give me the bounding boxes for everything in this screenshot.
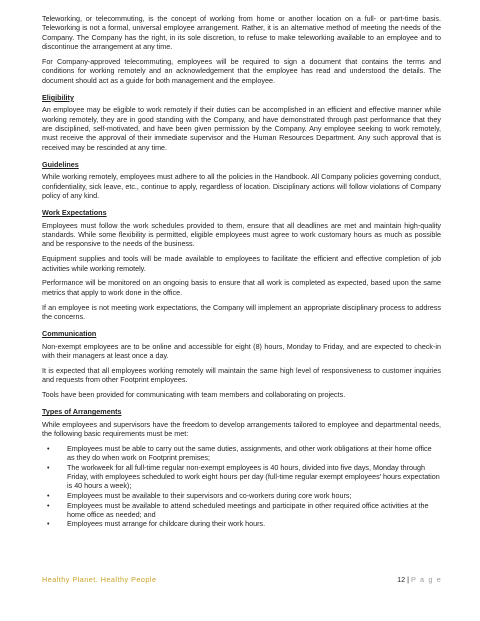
section-heading-guidelines: Guidelines: [42, 159, 79, 169]
page-number-value: 12: [397, 575, 406, 584]
bullet-item: • Employees must arrange for childcare during their work hours.: [42, 519, 441, 528]
eligibility-paragraph: An employee may be eligible to work remotely if their duties can be accomplished in an efficient and effective manner while working remotely, they are in good standing with the Company, and have demonstrated through past performance that they are disciplined, self-motivated, and have been given permission by the Company. Any employee seeking to work remotely, must receive the approval of their immediate supervisor and the Human Resources Department. Any such approval that is received may be rescinded at any time.: [42, 105, 441, 152]
arrangements-bullet-list: [42, 444, 441, 529]
page-footer: [42, 575, 442, 587]
communication-paragraph: Tools have been provided for communicating with team members and collaborating on projects.: [42, 390, 346, 399]
page-number: [397, 575, 442, 584]
work-expectations-paragraph: If an employee is not meeting work expectations, the Company will implement an appropriate disciplinary process to address the concerns.: [42, 302, 441, 321]
intro-paragraph: Teleworking, or telecommuting, is the concept of working from home or another location on a full- or part-time basis. Teleworking is not a formal, universal employee arrangement. Rather, it is an alternative method of meeting the needs of the Company. The Company has the right, in its sole discretion, to refuse to make teleworking available to an employee and to discontinue the arrangement at any time.: [42, 14, 441, 52]
work-expectations-paragraph: Employees must follow the work schedules provided to them, ensure that all deadlines are met and maintain high-quality standards. While some flexibility is permitted, eligible employees must agree to work customary hours as much as possible and be responsive to the needs of the business.: [42, 220, 441, 249]
footer-tagline: Healthy Planet. Healthy People: [42, 575, 157, 584]
section-heading-types-of-arrangements: Types of Arrangements: [42, 407, 122, 417]
bullet-item: • Employees must be available to their supervisors and co-workers during core work hours;: [42, 491, 441, 500]
section-heading-work-expectations: Work Expectations: [42, 208, 107, 218]
work-expectations-paragraph: Performance will be monitored on an ongoing basis to ensure that all work is completed as expected, based upon the same metrics that apply to work done in the office.: [42, 278, 441, 297]
work-expectations-paragraph: Equipment supplies and tools will be made available to employees to facilitate the efficient and effective completion of job activities while working remotely.: [42, 254, 441, 273]
bullet-item: • The workweek for all full-time regular non-exempt employees is 40 hours, divided into five days, Monday through Friday, with employees scheduled to work eight hours per day (full-time regular exempt employees' hours expectation is 40 hours a week);: [42, 463, 441, 491]
section-heading-eligibility: Eligibility: [42, 92, 74, 102]
bullet-item: • Employees must be able to carry out the same duties, assignments, and other work obligations at their home office as they do when work on Footprint premises;: [42, 444, 441, 463]
communication-paragraph: Non-exempt employees are to be online and accessible for eight (8) hours, Monday to Friday, and are expected to check-in with their managers at least once a day.: [42, 341, 441, 360]
page-word: P a g e: [410, 575, 442, 584]
section-heading-communication: Communication: [42, 329, 97, 339]
communication-paragraph: It is expected that all employees working remotely will maintain the same high level of responsiveness to customer inquiries and requests from other Footprint employees.: [42, 365, 441, 385]
page-number-separator: |: [405, 575, 411, 584]
bullet-item: • Employees must be available to attend scheduled meetings and participate in other required office activities at the home office as needed; and: [42, 501, 441, 520]
page-content: [42, 14, 441, 529]
guidelines-paragraph: While working remotely, employees must adhere to all the policies in the Handbook. All Company policies governing conduct, confidentiality, sick leave, etc., continue to apply, regardless of location. Disciplinary actions will follow violations of Company policy of any kind.: [42, 172, 441, 200]
intro-paragraph: For Company-approved telecommuting, employees will be required to sign a document that contains the terms and conditions for working remotely and an acknowledgement that the employee has read and understood the details. The document should act as a guide for both management and the employee.: [42, 56, 441, 85]
arrangements-intro: While employees and supervisors have the freedom to develop arrangements tailored to employee and departmental needs, the following basic requirements must be met:: [42, 419, 441, 439]
